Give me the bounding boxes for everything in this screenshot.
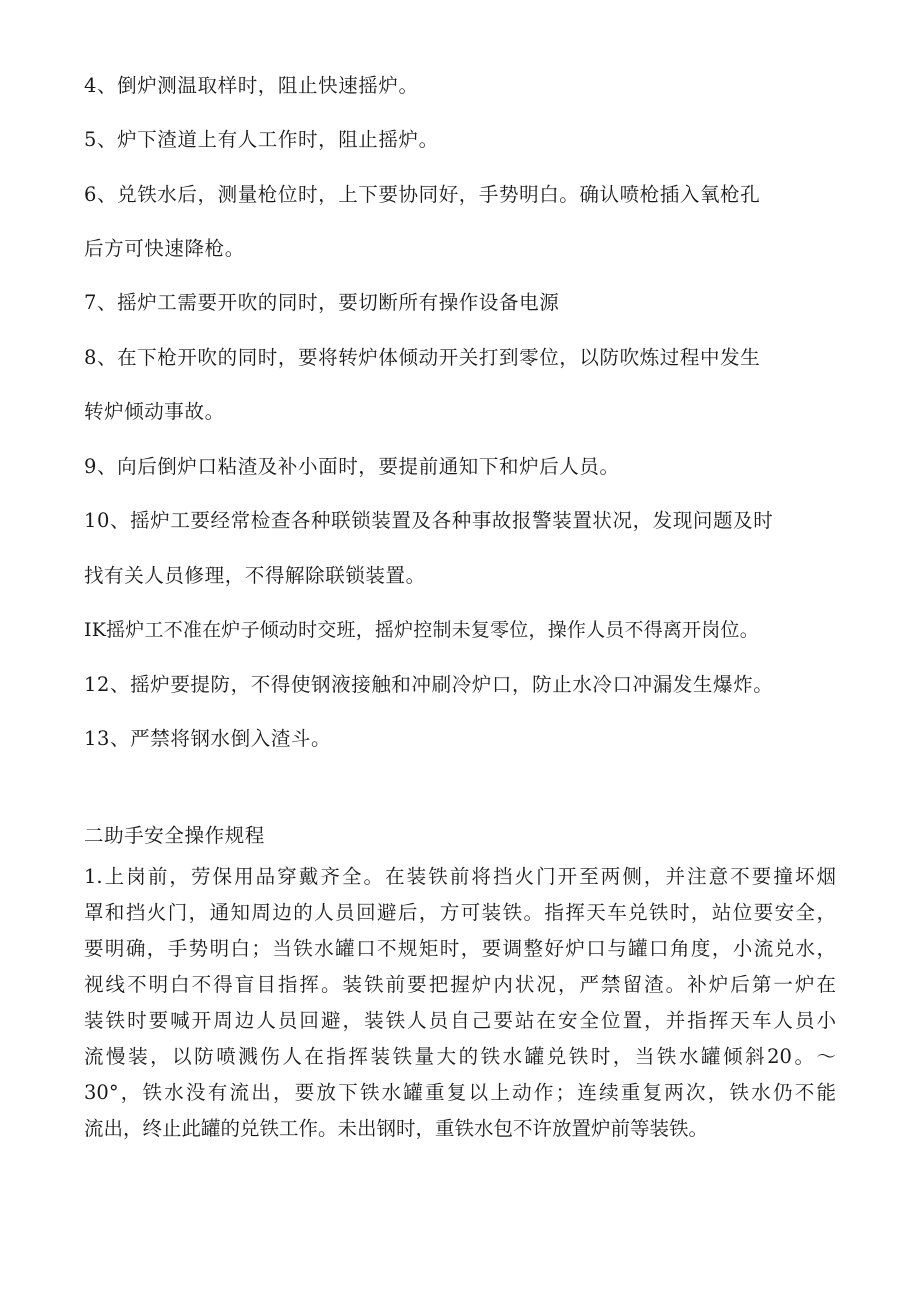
paragraph-line: 1.上岗前，劳保用品穿戴齐全。在装铁前将挡火门开至两侧，并注意不要撞坏烟 [84,865,836,888]
paragraph-line: 装铁时要喊开周边人员回避，装铁人员自己要站在安全位置，并指挥天车人员小 [84,1009,836,1032]
rule-line: IK摇炉工不准在炉子倾动时交班，摇炉控制未复零位，操作人员不得离开岗位。 [84,619,759,641]
rule-line: 7、摇炉工需要开吹的同时，要切断所有操作设备电源 [84,291,560,314]
rule-line: 4、倒炉测温取样时，阻止快速摇炉。 [84,74,419,97]
rule-line: 13、严禁将钢水倒入渣斗。 [84,727,332,750]
rule-line: 找有关人员修理，不得解除联锁装置。 [84,564,426,587]
rule-line: 8、在下枪开吹的同时，要将转炉体倾动开关打到零位，以防吹炼过程中发生 [84,346,761,369]
rule-line: 10、摇炉工要经常检查各种联锁装置及各种事故报警装置状况，发现问题及时 [84,509,774,532]
paragraph-line: 流出，终止此罐的兑铁工作。未出钢时，重铁水包不许放置炉前等装铁。 [84,1117,709,1140]
paragraph-line: 流慢装，以防喷溅伤人在指挥装铁量大的铁水罐兑铁时，当铁水罐倾斜20。～ [84,1045,836,1068]
paragraph-line: 视线不明白不得盲目指挥。装铁前要把握炉内状况，严禁留渣。补炉后第一炉在 [84,973,836,996]
paragraph-line: 30°，铁水没有流出，要放下铁水罐重复以上动作；连续重复两次，铁水仍不能 [84,1081,836,1104]
rule-line: 转炉倾动事故。 [84,400,225,423]
section-title: 二助手安全操作规程 [84,824,265,847]
rule-line: 12、摇炉要提防，不得使钢液接触和冲刷冷炉口，防止水冷口冲漏发生爆炸。 [84,673,774,696]
paragraph-line: 罩和挡火门，通知周边的人员回避后，方可装铁。指挥天车兑铁时，站位要安全， [84,901,836,924]
rule-line: 5、炉下渣道上有人工作时，阻止摇炉。 [84,128,439,151]
paragraph-line: 要明确，手势明白；当铁水罐口不规矩时，要调整好炉口与罐口角度，小流兑水， [84,937,836,960]
rule-line: 9、向后倒炉口粘渣及补小面时，要提前通知下和炉后人员。 [84,455,620,478]
rule-line: 后方可快速降枪。 [84,237,245,260]
rule-line: 6、兑铁水后，测量枪位时，上下要协同好，手势明白。确认喷枪插入氧枪孔 [84,183,761,206]
